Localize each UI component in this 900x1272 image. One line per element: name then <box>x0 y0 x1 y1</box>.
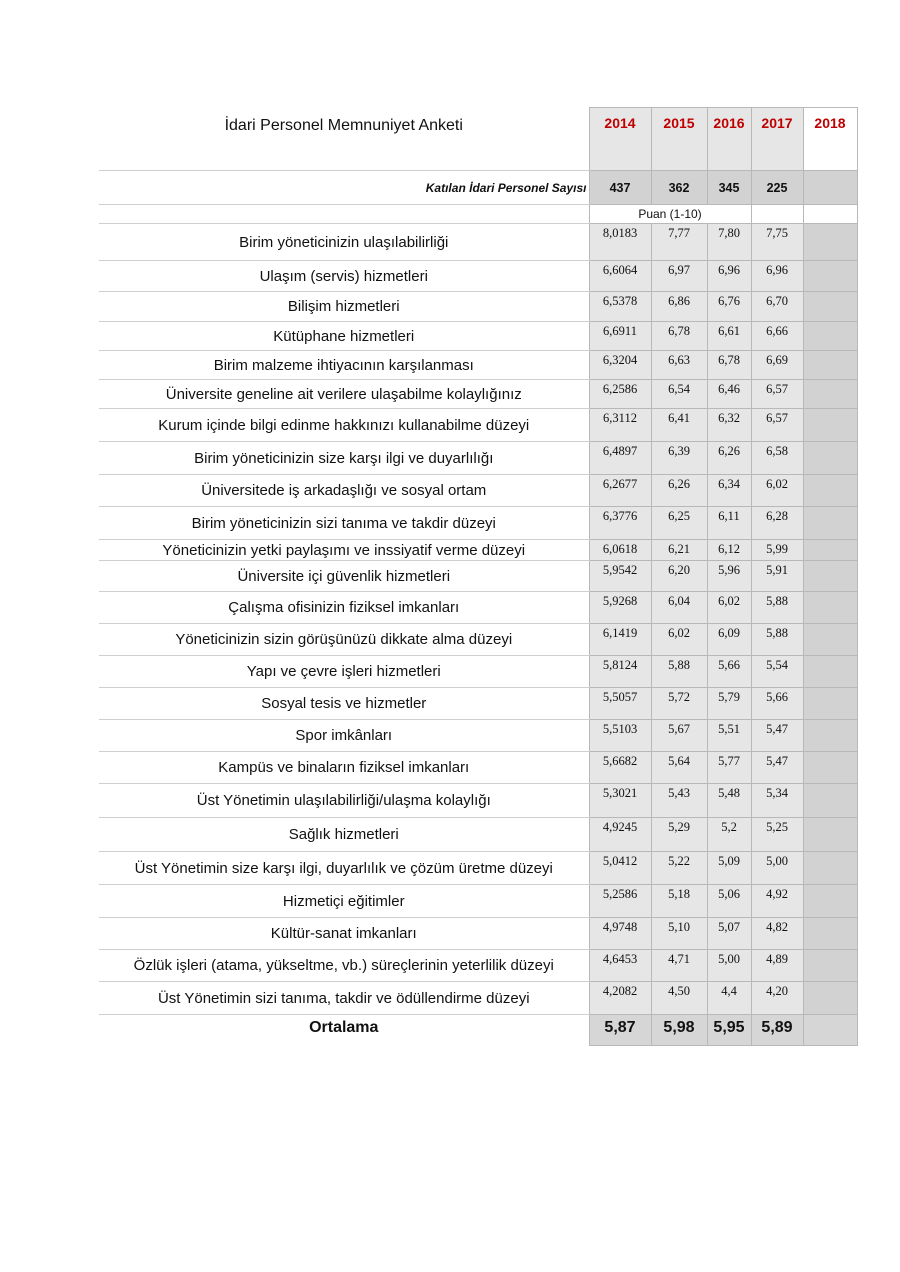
score-2015: 7,77 <box>651 224 707 261</box>
score-2017: 5,54 <box>751 656 803 688</box>
score-2015: 4,71 <box>651 950 707 982</box>
score-2016: 6,11 <box>707 507 751 540</box>
score-2017: 5,88 <box>751 592 803 624</box>
table-row <box>99 540 857 561</box>
score-2017: 6,96 <box>751 261 803 292</box>
table-row <box>99 752 857 784</box>
table-row <box>99 507 857 540</box>
item-label: Sosyal tesis ve hizmetler <box>99 688 589 720</box>
score-2016: 6,12 <box>707 540 751 561</box>
score-2014: 4,2082 <box>589 982 651 1015</box>
average-2014: 5,87 <box>589 1015 651 1046</box>
score-2017: 6,69 <box>751 351 803 380</box>
score-2014: 5,5057 <box>589 688 651 720</box>
participants-row <box>99 171 857 205</box>
score-2017: 6,70 <box>751 292 803 322</box>
score-2015: 6,54 <box>651 380 707 409</box>
item-label: Birim yöneticinizin size karşı ilgi ve duyarlılığı <box>99 442 589 475</box>
average-label: Ortalama <box>99 1015 589 1046</box>
score-2017: 5,47 <box>751 720 803 752</box>
score-2018 <box>803 561 857 592</box>
survey-table <box>99 107 858 1046</box>
score-2014: 6,5378 <box>589 292 651 322</box>
item-label: Üst Yönetimin size karşı ilgi, duyarlılık ve çözüm üretme düzeyi <box>99 852 589 885</box>
item-label: Yöneticinizin yetki paylaşımı ve inssiyatif verme düzeyi <box>99 540 589 561</box>
unit-label: Puan (1-10) <box>589 205 751 224</box>
score-2018 <box>803 818 857 852</box>
item-label: Yapı ve çevre işleri hizmetleri <box>99 656 589 688</box>
year-header-2018: 2018 <box>803 108 857 171</box>
score-2018 <box>803 950 857 982</box>
score-2015: 5,72 <box>651 688 707 720</box>
item-label: Spor imkânları <box>99 720 589 752</box>
score-2014: 5,2586 <box>589 885 651 918</box>
score-2014: 5,9268 <box>589 592 651 624</box>
score-2014: 6,3776 <box>589 507 651 540</box>
score-2018 <box>803 918 857 950</box>
score-2014: 6,6911 <box>589 322 651 351</box>
score-2017: 6,58 <box>751 442 803 475</box>
score-2016: 5,79 <box>707 688 751 720</box>
score-2014: 6,6064 <box>589 261 651 292</box>
score-2017: 4,82 <box>751 918 803 950</box>
score-2016: 6,26 <box>707 442 751 475</box>
average-2018 <box>803 1015 857 1046</box>
table-row <box>99 351 857 380</box>
score-2016: 6,78 <box>707 351 751 380</box>
score-2014: 5,0412 <box>589 852 651 885</box>
score-2018 <box>803 688 857 720</box>
score-2018 <box>803 592 857 624</box>
score-2015: 6,86 <box>651 292 707 322</box>
table-row <box>99 322 857 351</box>
score-2018 <box>803 380 857 409</box>
table-row <box>99 442 857 475</box>
unit-side-2018 <box>803 205 857 224</box>
header-row <box>99 108 857 171</box>
score-2015: 5,43 <box>651 784 707 818</box>
table-row <box>99 292 857 322</box>
score-2017: 5,47 <box>751 752 803 784</box>
score-2015: 6,39 <box>651 442 707 475</box>
score-2017: 5,66 <box>751 688 803 720</box>
score-2014: 6,2586 <box>589 380 651 409</box>
score-2016: 5,48 <box>707 784 751 818</box>
table-row <box>99 475 857 507</box>
item-label: Birim yöneticinizin ulaşılabilirliği <box>99 224 589 261</box>
table-row <box>99 885 857 918</box>
score-2017: 5,99 <box>751 540 803 561</box>
score-2015: 6,41 <box>651 409 707 442</box>
average-2016: 5,95 <box>707 1015 751 1046</box>
score-2015: 5,18 <box>651 885 707 918</box>
score-2015: 6,02 <box>651 624 707 656</box>
score-2017: 4,92 <box>751 885 803 918</box>
participants-2014: 437 <box>589 171 651 205</box>
item-label: Birim malzeme ihtiyacının karşılanması <box>99 351 589 380</box>
score-2016: 6,46 <box>707 380 751 409</box>
score-2017: 6,57 <box>751 380 803 409</box>
average-2017: 5,89 <box>751 1015 803 1046</box>
item-label: Ulaşım (servis) hizmetleri <box>99 261 589 292</box>
average-2015: 5,98 <box>651 1015 707 1046</box>
score-2015: 6,25 <box>651 507 707 540</box>
score-2015: 5,10 <box>651 918 707 950</box>
score-2018 <box>803 261 857 292</box>
score-2016: 6,09 <box>707 624 751 656</box>
score-2018 <box>803 224 857 261</box>
score-2015: 6,78 <box>651 322 707 351</box>
score-2018 <box>803 507 857 540</box>
score-2014: 4,9748 <box>589 918 651 950</box>
score-2016: 5,51 <box>707 720 751 752</box>
table-row <box>99 656 857 688</box>
score-2016: 5,07 <box>707 918 751 950</box>
participants-2015: 362 <box>651 171 707 205</box>
score-2016: 7,80 <box>707 224 751 261</box>
score-2017: 6,02 <box>751 475 803 507</box>
score-2016: 5,06 <box>707 885 751 918</box>
score-2017: 6,57 <box>751 409 803 442</box>
score-2015: 5,64 <box>651 752 707 784</box>
table-row <box>99 561 857 592</box>
score-2016: 5,77 <box>707 752 751 784</box>
score-2014: 5,8124 <box>589 656 651 688</box>
table-row <box>99 982 857 1015</box>
item-label: Yöneticinizin sizin görüşünüzü dikkate alma düzeyi <box>99 624 589 656</box>
year-header-2014: 2014 <box>589 108 651 171</box>
score-2016: 5,96 <box>707 561 751 592</box>
score-2014: 6,3112 <box>589 409 651 442</box>
score-2017: 5,88 <box>751 624 803 656</box>
score-2017: 4,20 <box>751 982 803 1015</box>
score-2015: 6,20 <box>651 561 707 592</box>
score-2018 <box>803 442 857 475</box>
table-row <box>99 852 857 885</box>
table-row <box>99 950 857 982</box>
table-row <box>99 224 857 261</box>
score-2014: 4,6453 <box>589 950 651 982</box>
table-row <box>99 688 857 720</box>
score-2015: 6,26 <box>651 475 707 507</box>
item-label: Özlük işleri (atama, yükseltme, vb.) süreçlerinin yeterlilik düzeyi <box>99 950 589 982</box>
score-2017: 5,91 <box>751 561 803 592</box>
page-title: İdari Personel Memnuniyet Anketi <box>99 108 589 171</box>
score-2018 <box>803 982 857 1015</box>
score-2017: 6,66 <box>751 322 803 351</box>
score-2014: 6,3204 <box>589 351 651 380</box>
score-2016: 6,61 <box>707 322 751 351</box>
item-label: Birim yöneticinizin sizi tanıma ve takdir düzeyi <box>99 507 589 540</box>
score-2018 <box>803 292 857 322</box>
table-row <box>99 409 857 442</box>
average-row <box>99 1015 857 1046</box>
score-2018 <box>803 720 857 752</box>
participants-2016: 345 <box>707 171 751 205</box>
score-2015: 6,21 <box>651 540 707 561</box>
year-header-2015: 2015 <box>651 108 707 171</box>
item-label: Hizmetiçi eğitimler <box>99 885 589 918</box>
score-2014: 5,9542 <box>589 561 651 592</box>
table-row <box>99 624 857 656</box>
participants-label: Katılan İdari Personel Sayısı <box>99 171 589 205</box>
score-2015: 5,22 <box>651 852 707 885</box>
score-2018 <box>803 322 857 351</box>
table-row <box>99 818 857 852</box>
item-label: Kütüphane hizmetleri <box>99 322 589 351</box>
score-2016: 5,09 <box>707 852 751 885</box>
score-2018 <box>803 624 857 656</box>
table-row <box>99 918 857 950</box>
item-label: Üst Yönetimin ulaşılabilirliği/ulaşma kolaylığı <box>99 784 589 818</box>
item-label: Üniversite geneline ait verilere ulaşabilme kolaylığınız <box>99 380 589 409</box>
score-2014: 6,4897 <box>589 442 651 475</box>
score-2014: 5,5103 <box>589 720 651 752</box>
table-row <box>99 380 857 409</box>
item-label: Üniversitede iş arkadaşlığı ve sosyal ortam <box>99 475 589 507</box>
score-2018 <box>803 656 857 688</box>
score-2016: 5,2 <box>707 818 751 852</box>
score-2014: 5,3021 <box>589 784 651 818</box>
item-label: Sağlık hizmetleri <box>99 818 589 852</box>
score-2015: 6,97 <box>651 261 707 292</box>
score-2018 <box>803 351 857 380</box>
score-2015: 6,04 <box>651 592 707 624</box>
unit-row <box>99 205 857 224</box>
score-2018 <box>803 852 857 885</box>
score-2014: 6,1419 <box>589 624 651 656</box>
score-2017: 4,89 <box>751 950 803 982</box>
score-2015: 5,67 <box>651 720 707 752</box>
score-2018 <box>803 475 857 507</box>
item-label: Üniversite içi güvenlik hizmetleri <box>99 561 589 592</box>
score-2014: 4,9245 <box>589 818 651 852</box>
item-label: Kampüs ve binaların fiziksel imkanları <box>99 752 589 784</box>
score-2014: 6,2677 <box>589 475 651 507</box>
score-2016: 6,34 <box>707 475 751 507</box>
score-2015: 5,29 <box>651 818 707 852</box>
score-2016: 6,32 <box>707 409 751 442</box>
item-label: Kültür-sanat imkanları <box>99 918 589 950</box>
score-2018 <box>803 885 857 918</box>
score-2017: 5,25 <box>751 818 803 852</box>
item-label: Kurum içinde bilgi edinme hakkınızı kullanabilme düzeyi <box>99 409 589 442</box>
score-2014: 6,0618 <box>589 540 651 561</box>
score-2016: 5,00 <box>707 950 751 982</box>
score-2018 <box>803 540 857 561</box>
score-2016: 6,96 <box>707 261 751 292</box>
score-2016: 5,66 <box>707 656 751 688</box>
unit-side-2017 <box>751 205 803 224</box>
score-2014: 5,6682 <box>589 752 651 784</box>
score-2017: 6,28 <box>751 507 803 540</box>
score-2015: 6,63 <box>651 351 707 380</box>
score-2017: 7,75 <box>751 224 803 261</box>
score-2017: 5,34 <box>751 784 803 818</box>
year-header-2017: 2017 <box>751 108 803 171</box>
score-2018 <box>803 409 857 442</box>
item-label: Çalışma ofisinizin fiziksel imkanları <box>99 592 589 624</box>
score-2015: 5,88 <box>651 656 707 688</box>
item-label: Bilişim hizmetleri <box>99 292 589 322</box>
item-label: Üst Yönetimin sizi tanıma, takdir ve ödüllendirme düzeyi <box>99 982 589 1015</box>
score-2016: 6,02 <box>707 592 751 624</box>
table-row <box>99 261 857 292</box>
year-header-2016: 2016 <box>707 108 751 171</box>
score-2018 <box>803 752 857 784</box>
score-2017: 5,00 <box>751 852 803 885</box>
table-row <box>99 592 857 624</box>
score-2015: 4,50 <box>651 982 707 1015</box>
participants-2018 <box>803 171 857 205</box>
score-2018 <box>803 784 857 818</box>
score-2016: 6,76 <box>707 292 751 322</box>
score-2014: 8,0183 <box>589 224 651 261</box>
table-row <box>99 720 857 752</box>
participants-2017: 225 <box>751 171 803 205</box>
table-row <box>99 784 857 818</box>
unit-row-spacer <box>99 205 589 224</box>
score-2016: 4,4 <box>707 982 751 1015</box>
